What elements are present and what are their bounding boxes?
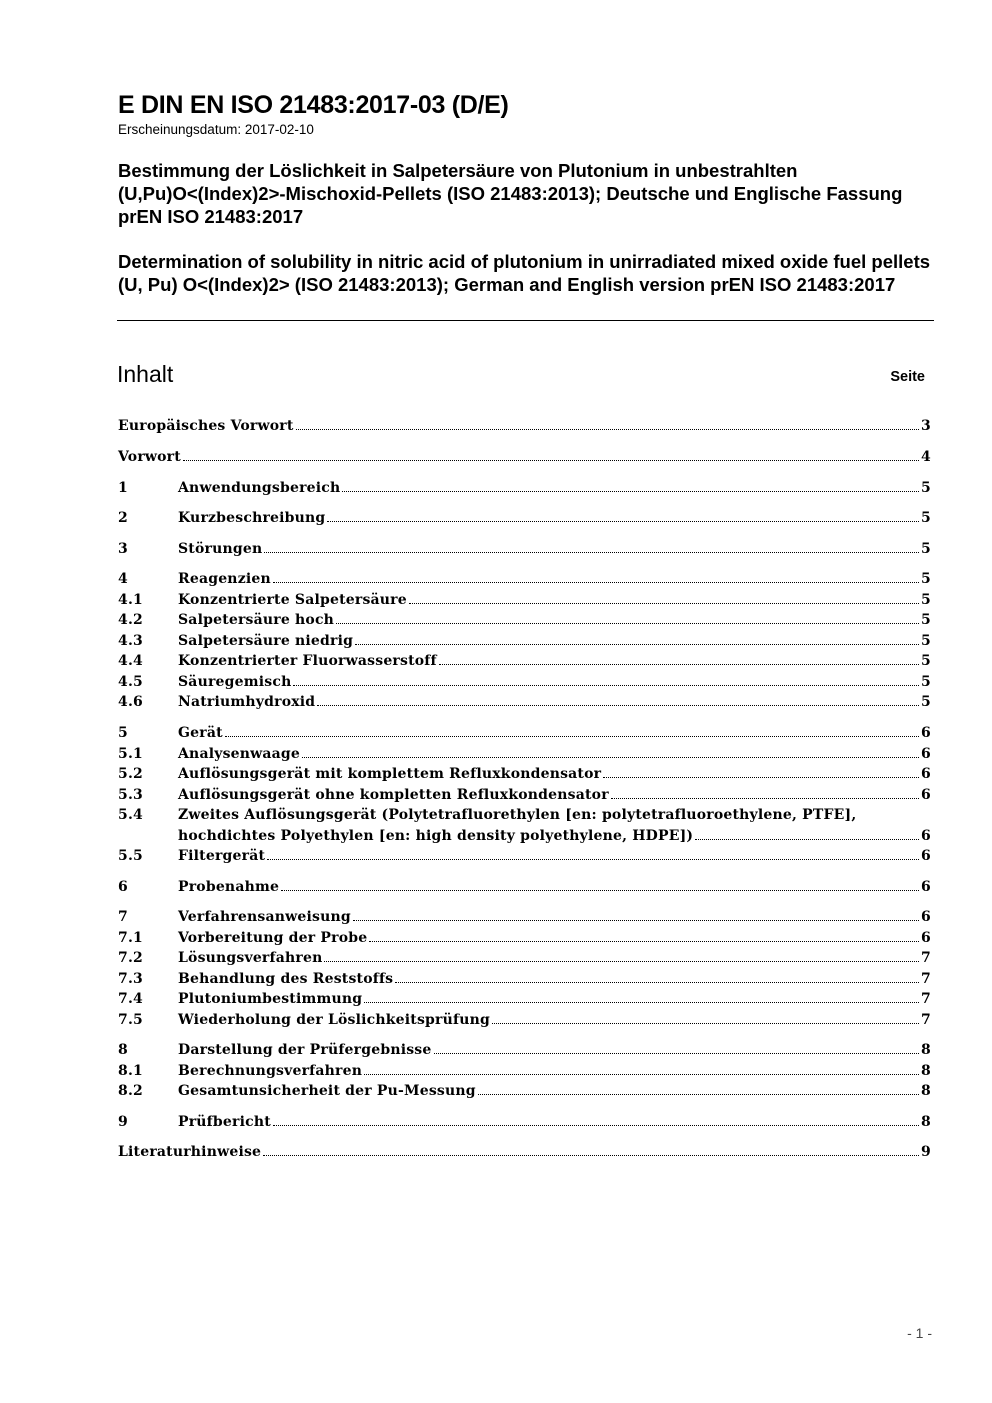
toc-entry-page: 5	[921, 480, 931, 496]
toc-entry-number: 4	[118, 571, 128, 587]
toc-entry-page: 6	[921, 787, 931, 803]
toc-entry[interactable]	[118, 723, 931, 743]
toc-entry-label-continued: hochdichtes Polyethylen [en: high density polyethylene, HDPE])	[178, 828, 694, 844]
toc-entry-label: Konzentrierter Fluorwasserstoff	[178, 653, 437, 669]
toc-leader-dots	[324, 961, 919, 962]
toc-entry[interactable]	[118, 948, 931, 968]
toc-entry-number: 5.4	[118, 807, 143, 823]
toc-title: Inhalt	[117, 361, 174, 387]
toc-entry-page: 7	[921, 950, 931, 966]
toc-entry[interactable]	[118, 805, 931, 847]
toc-entry[interactable]	[118, 1061, 931, 1081]
toc-leader-dots	[263, 1155, 919, 1156]
toc-entry-number: 9	[118, 1114, 128, 1130]
toc-leader-dots	[478, 1094, 919, 1095]
toc-entry-number: 7.3	[118, 971, 143, 987]
toc-leader-dots	[439, 664, 919, 665]
toc-entry-number: 3	[118, 541, 128, 557]
toc-entry[interactable]	[118, 692, 931, 712]
toc-leader-dots	[409, 603, 919, 604]
toc-entry-label: Darstellung der Prüfergebnisse	[178, 1042, 432, 1058]
toc-entry-label: Europäisches Vorwort	[118, 418, 294, 434]
toc-leader-dots	[434, 1053, 920, 1054]
toc-entry[interactable]	[118, 969, 931, 989]
toc-entry-page: 5	[921, 694, 931, 710]
toc-entry-number: 5.2	[118, 766, 143, 782]
toc-entry-label: Anwendungsbereich	[178, 480, 341, 496]
toc-entry-page: 5	[921, 653, 931, 669]
toc-entry[interactable]	[118, 764, 931, 784]
toc-entry[interactable]	[118, 744, 931, 764]
toc-entry-number: 4.2	[118, 612, 143, 628]
toc-page-column-header: Seite	[890, 369, 925, 385]
toc-leader-dots	[492, 1023, 919, 1024]
toc-leader-dots	[603, 777, 919, 778]
toc-leader-dots	[281, 890, 919, 891]
toc-entry[interactable]	[118, 672, 931, 692]
toc-leader-dots	[611, 798, 919, 799]
toc-entry[interactable]	[118, 1142, 931, 1162]
toc-entry-label: Auflösungsgerät ohne kompletten Refluxkondensator	[178, 787, 609, 803]
toc-entry-number: 6	[118, 879, 128, 895]
toc-entry-label: Lösungsverfahren	[178, 950, 323, 966]
toc-entry-label: Behandlung des Reststoffs	[178, 971, 394, 987]
toc-leader-dots	[293, 685, 919, 686]
toc-entry-label: Verfahrensanweisung	[178, 909, 351, 925]
toc-entry-page: 5	[921, 571, 931, 587]
document-title: E DIN EN ISO 21483:2017-03 (D/E)	[118, 91, 509, 119]
header-divider	[117, 320, 934, 321]
toc-entry-page: 5	[921, 612, 931, 628]
toc-entry-label: Auflösungsgerät mit komplettem Refluxkondensator	[178, 766, 602, 782]
toc-entry-page: 5	[921, 510, 931, 526]
toc-entry-label: Prüfbericht	[178, 1114, 271, 1130]
toc-entry[interactable]	[118, 651, 931, 671]
toc-entry-page: 5	[921, 541, 931, 557]
page-number: - 1 -	[907, 1325, 932, 1341]
toc-entry-number: 5.1	[118, 746, 143, 762]
toc-entry[interactable]	[118, 1081, 931, 1101]
heading-german: Bestimmung der Löslichkeit in Salpetersäure von Plutonium in unbestrahlten (U,Pu)O<(Index)2>-Mischoxid-Pellets (ISO 21483:2013); Deutsche und Englische Fassung prEN ISO 21483:2017	[118, 160, 903, 227]
toc-entry-label: Literaturhinweise	[118, 1144, 262, 1160]
toc-leader-dots	[327, 521, 919, 522]
toc-entry-page: 6	[921, 725, 931, 741]
toc-entry-page: 7	[921, 1012, 931, 1028]
toc-leader-dots	[264, 552, 919, 553]
toc-entry[interactable]	[118, 478, 931, 498]
toc-entry-number: 5	[118, 725, 128, 741]
toc-entry-page: 8	[921, 1114, 931, 1130]
publication-date: Erscheinungsdatum: 2017-02-10	[118, 122, 314, 137]
toc-entry[interactable]	[118, 1112, 931, 1132]
toc-entry-number: 4.5	[118, 674, 143, 690]
toc-entry[interactable]	[118, 928, 931, 948]
toc-entry-page: 8	[921, 1042, 931, 1058]
toc-entry-number: 8	[118, 1042, 128, 1058]
heading-english: Determination of solubility in nitric acid of plutonium in unirradiated mixed oxide fuel pellets (U, Pu) O<(Index)2> (ISO 21483:2013); German and English version prEN ISO 21483:2017	[118, 251, 931, 295]
toc-entry[interactable]	[118, 631, 931, 651]
toc-entry-page: 6	[921, 746, 931, 762]
toc-entry-number: 5.3	[118, 787, 143, 803]
toc-entry[interactable]	[118, 416, 931, 436]
toc-entry-number: 4.3	[118, 633, 143, 649]
toc-entry-label: Berechnungsverfahren	[178, 1063, 363, 1079]
toc-entry-label: Probenahme	[178, 879, 280, 895]
toc-leader-dots	[273, 582, 919, 583]
toc-leader-dots	[273, 1125, 919, 1126]
toc-entry-label: Analysenwaage	[178, 746, 301, 762]
toc-entry-number: 1	[118, 480, 128, 496]
toc-leader-dots	[364, 1002, 919, 1003]
toc-entry-label: Salpetersäure niedrig	[178, 633, 354, 649]
toc-entry-page: 7	[921, 991, 931, 1007]
toc-entry-number: 5.5	[118, 848, 143, 864]
toc-entry[interactable]	[118, 846, 931, 866]
toc-entry-label: Konzentrierte Salpetersäure	[178, 592, 407, 608]
toc-entry-number: 8.2	[118, 1083, 143, 1099]
toc-leader-dots	[395, 982, 919, 983]
toc-entry-number: 7.2	[118, 950, 143, 966]
toc-entry-page: 6	[921, 828, 931, 844]
toc-leader-dots	[695, 839, 919, 840]
toc-entry-number: 4.1	[118, 592, 143, 608]
toc-leader-dots	[225, 736, 919, 737]
toc-entry-label: Filtergerät	[178, 848, 266, 864]
toc-leader-dots	[369, 941, 919, 942]
toc-entry-label: Kurzbeschreibung	[178, 510, 326, 526]
toc-entry-label: Vorwort	[118, 449, 181, 465]
toc-entry-page: 4	[921, 449, 931, 465]
toc-entry-label: Salpetersäure hoch	[178, 612, 335, 628]
toc-entry-page: 6	[921, 848, 931, 864]
toc-entry-page: 5	[921, 633, 931, 649]
toc-entry-number: 7.1	[118, 930, 143, 946]
toc-entry-number: 7.5	[118, 1012, 143, 1028]
toc-entry[interactable]	[118, 590, 931, 610]
toc-entry-page: 5	[921, 592, 931, 608]
toc-entry-page: 3	[921, 418, 931, 434]
toc-leader-dots	[336, 623, 919, 624]
toc-leader-dots	[296, 429, 920, 430]
toc-entry-page: 6	[921, 930, 931, 946]
toc-entry-label: Natriumhydroxid	[178, 694, 316, 710]
toc-entry-page: 6	[921, 909, 931, 925]
toc-entry-number: 4.6	[118, 694, 143, 710]
toc-entry-page: 8	[921, 1083, 931, 1099]
toc-entry-page: 7	[921, 971, 931, 987]
toc-entry-label: Reagenzien	[178, 571, 271, 587]
toc-leader-dots	[267, 859, 919, 860]
toc-entry[interactable]	[118, 1040, 931, 1060]
toc-entry[interactable]	[118, 1010, 931, 1030]
toc-entry-number: 4.4	[118, 653, 143, 669]
toc-entry-page: 5	[921, 674, 931, 690]
toc-entry[interactable]	[118, 610, 931, 630]
toc-entry[interactable]	[118, 508, 931, 528]
toc-entry-page: 6	[921, 879, 931, 895]
toc-leader-dots	[342, 491, 919, 492]
toc-entry-label: Gesamtunsicherheit der Pu-Messung	[178, 1083, 476, 1099]
toc-entry-number: 8.1	[118, 1063, 143, 1079]
toc-entry[interactable]	[118, 447, 931, 467]
toc-entry[interactable]	[118, 989, 931, 1009]
toc-entry[interactable]	[118, 907, 931, 927]
toc-entry[interactable]	[118, 785, 931, 805]
toc-leader-dots	[183, 460, 919, 461]
toc-entry[interactable]	[118, 539, 931, 559]
toc-leader-dots	[302, 757, 919, 758]
toc-entry-page: 6	[921, 766, 931, 782]
toc-entry-page: 9	[921, 1144, 931, 1160]
toc-leader-dots	[353, 920, 919, 921]
toc-leader-dots	[364, 1074, 919, 1075]
toc-entry-label: Zweites Auflösungsgerät (Polytetrafluorethylen [en: polytetrafluoroethylene, PTFE],	[178, 807, 857, 823]
toc-leader-dots	[355, 644, 919, 645]
toc-entry-label: Störungen	[178, 541, 263, 557]
toc-entry-number: 7.4	[118, 991, 143, 1007]
toc-entry-page: 8	[921, 1063, 931, 1079]
toc-entry-number: 7	[118, 909, 128, 925]
toc-leader-dots	[317, 705, 919, 706]
toc-entry[interactable]	[118, 569, 931, 589]
toc-entry-label: Vorbereitung der Probe	[178, 930, 368, 946]
toc-entry[interactable]	[118, 877, 931, 897]
toc-entry-label: Gerät	[178, 725, 223, 741]
toc-entry-label: Wiederholung der Löslichkeitsprüfung	[178, 1012, 490, 1028]
toc-entry-number: 2	[118, 510, 128, 526]
toc-entry-label: Säuregemisch	[178, 674, 292, 690]
toc-entry-label: Plutoniumbestimmung	[178, 991, 363, 1007]
